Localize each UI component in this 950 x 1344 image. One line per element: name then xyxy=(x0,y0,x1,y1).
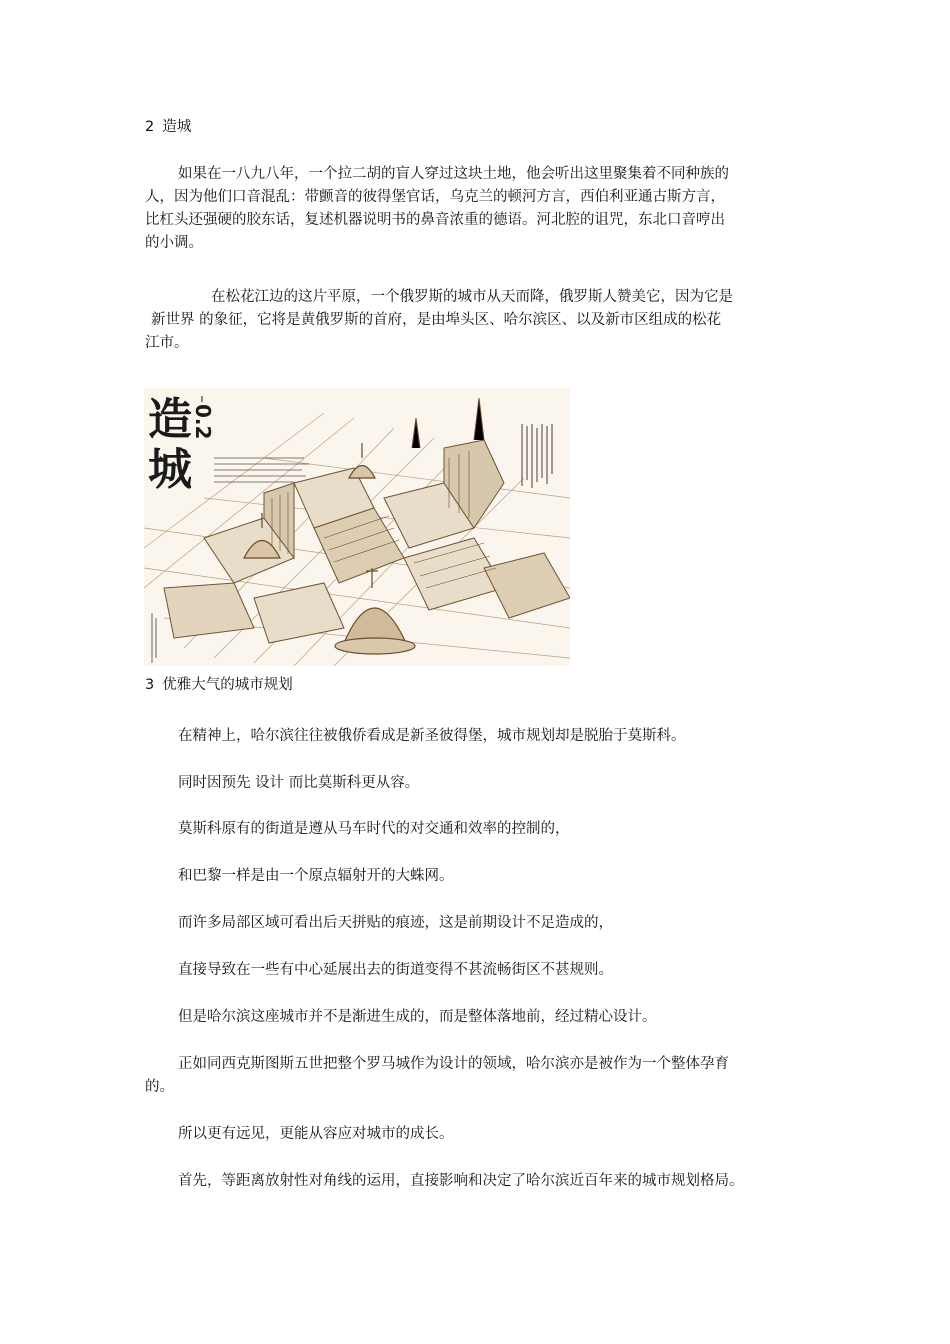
paragraph-line: 直接导致在一些有中心延展出去的街道变得不甚流畅街区不甚规则。 xyxy=(178,962,613,978)
paragraph-line: 而许多局部区域可看出后天拼贴的痕迹，这是前期设计不足造成的， xyxy=(178,915,613,931)
paragraph-line: 和巴黎一样是由一个原点辐射开的大蛛网。 xyxy=(178,868,454,884)
paragraph-line: 的小调。 xyxy=(145,235,203,251)
paragraph-line: 如果在一八九八年，一个拉二胡的盲人穿过这块土地，他会听出这里聚集着不同种族的 xyxy=(178,166,729,182)
paragraph-line: 所以更有远见，更能从容应对城市的成长。 xyxy=(178,1126,454,1142)
section-heading-3 xyxy=(145,674,293,697)
figure-issue-number: 0.2 xyxy=(191,404,215,440)
paragraph-line: 在精神上，哈尔滨往往被俄侨看成是新圣彼得堡，城市规划却是脱胎于莫斯科。 xyxy=(178,728,686,744)
paragraph-line: 在松花江边的这片平原，一个俄罗斯的城市从天而降，俄罗斯人赞美它，因为它是 xyxy=(211,289,733,305)
paragraph-line: 的。 xyxy=(145,1079,174,1095)
paragraph-line: 新世界 的象征，它将是黄俄罗斯的首府，是由埠头区、哈尔滨区、以及新市区组成的松花 xyxy=(151,312,722,328)
section-title: 优雅大气的城市规划 xyxy=(162,677,293,693)
city-sketch-illustration xyxy=(144,388,570,666)
paragraph-line: 江市。 xyxy=(145,335,189,351)
paragraph-line: 同时因预先 设计 而比莫斯科更从容。 xyxy=(178,775,420,791)
city-sketch-drawing xyxy=(144,388,570,666)
paragraph-line: 正如同西克斯图斯五世把整个罗马城作为设计的领域，哈尔滨亦是被作为一个整体孕育 xyxy=(178,1056,729,1072)
paragraph-line: 人，因为他们口音混乱：带颤音的彼得堡官话，乌克兰的顿河方言，西伯利亚通古斯方言， xyxy=(145,189,725,205)
section-title: 造城 xyxy=(162,119,192,135)
figure-title-char: 城 xyxy=(148,444,192,495)
section-number: 3 xyxy=(145,677,155,693)
paragraph-intro xyxy=(145,163,810,255)
paragraph-line: 但是哈尔滨这座城市并不是渐进生成的，而是整体落地前，经过精心设计。 xyxy=(178,1009,657,1025)
figure-title-char: 造 xyxy=(148,394,192,445)
section-heading-2 xyxy=(145,116,191,139)
paragraph-line: 比杠头还强硬的胶东话，复述机器说明书的鼻音浓重的德语。河北腔的诅咒，东北口音哼出 xyxy=(145,212,725,228)
paragraph-line: 莫斯科原有的街道是遵从马车时代的对交通和效率的控制的， xyxy=(178,821,570,837)
paragraph-line: 首先，等距离放射性对角线的运用，直接影响和决定了哈尔滨近百年来的城市规划格局。 xyxy=(178,1173,744,1189)
section-number: 2 xyxy=(145,119,155,135)
paragraph-songhua xyxy=(145,286,810,355)
